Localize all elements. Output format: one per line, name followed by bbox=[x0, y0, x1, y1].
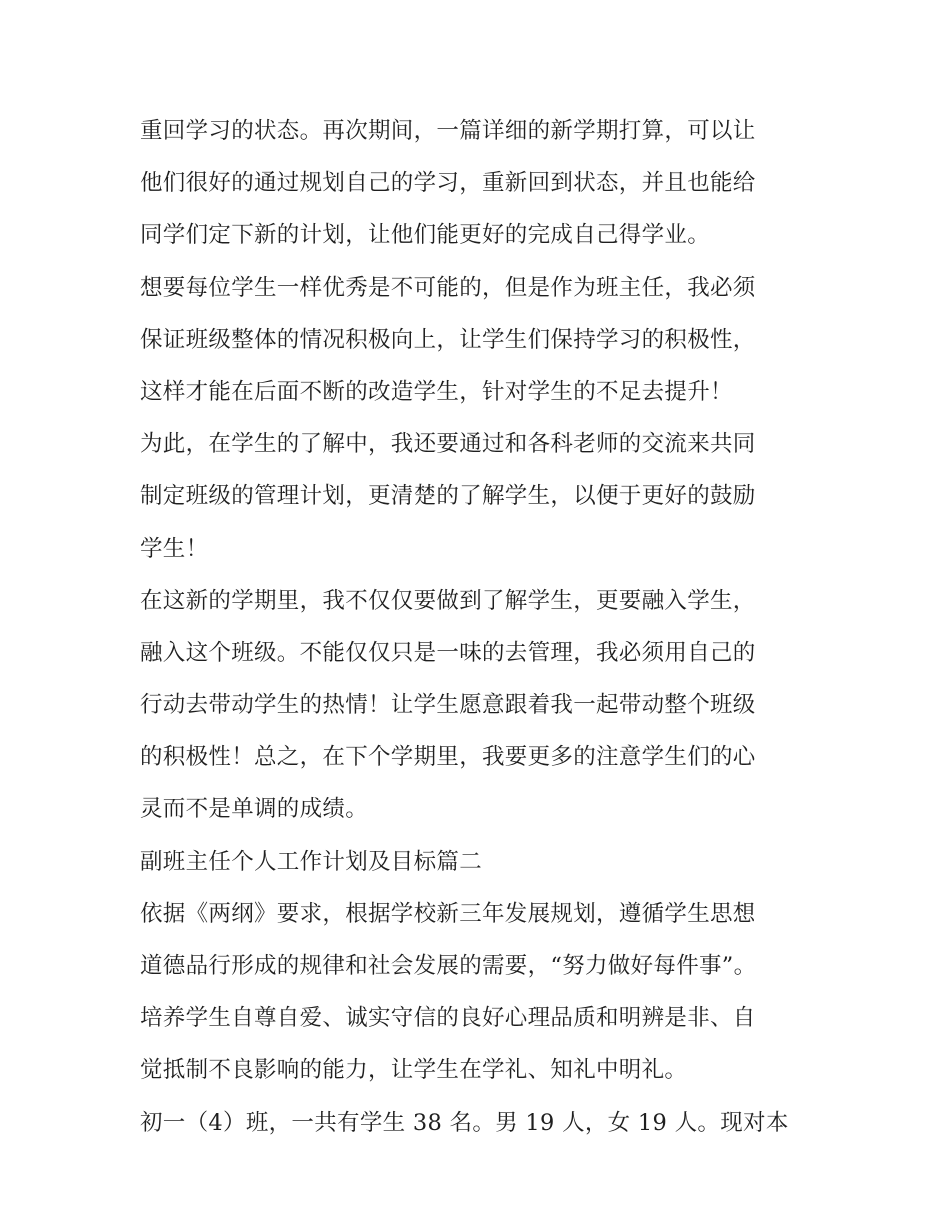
text-line: 他们很好的通过规划自己的学习，重新回到状态，并且也能给 bbox=[140, 170, 756, 197]
text-line: 依据《两纲》要求，根据学校新三年发展规划，遵循学生思想 bbox=[140, 900, 756, 927]
text-line: 想要每位学生一样优秀是不可能的，但是作为班主任，我必须 bbox=[140, 274, 756, 301]
text-line: 道德品行形成的规律和社会发展的需要，“努力做好每件事”。 bbox=[140, 953, 757, 979]
text-line: 学生！ bbox=[140, 535, 209, 562]
text-line: 这样才能在后面不断的改造学生，针对学生的不足去提升！ bbox=[140, 378, 733, 405]
text-line: 的积极性！总之，在下个学期里，我要更多的注意学生们的心 bbox=[140, 744, 756, 771]
text-line: 为此，在学生的了解中，我还要通过和各科老师的交流来共同 bbox=[140, 431, 756, 458]
text-line: 培养学生自尊自爱、诚实守信的良好心理品质和明辨是非、自 bbox=[140, 1005, 756, 1032]
section-heading: 副班主任个人工作计划及目标篇二 bbox=[140, 848, 483, 875]
text-line: 重回学习的状态。再次期间，一篇详细的新学期打算，可以让 bbox=[140, 118, 756, 144]
text-line: 同学们定下新的计划，让他们能更好的完成自己得学业。 bbox=[140, 222, 711, 249]
text-line: 初一（4）班，一共有学生 38 名。男 19 人，女 19 人。现对本 bbox=[140, 1109, 789, 1136]
text-line: 在这新的学期里，我不仅仅要做到了解学生，更要融入学生， bbox=[140, 587, 756, 614]
document-body bbox=[140, 109, 820, 1153]
text-line: 觉抵制不良影响的能力，让学生在学礼、知礼中明礼。 bbox=[140, 1057, 688, 1084]
text-line: 保证班级整体的情况积极向上，让学生们保持学习的积极性， bbox=[140, 326, 756, 353]
text-line: 灵而不是单调的成绩。 bbox=[140, 796, 369, 823]
text-line: 制定班级的管理计划，更清楚的了解学生，以便于更好的鼓励 bbox=[140, 483, 756, 510]
text-line: 行动去带动学生的热情！让学生愿意跟着我一起带动整个班级 bbox=[140, 692, 756, 719]
text-line: 融入这个班级。不能仅仅只是一味的去管理，我必须用自己的 bbox=[140, 639, 756, 666]
